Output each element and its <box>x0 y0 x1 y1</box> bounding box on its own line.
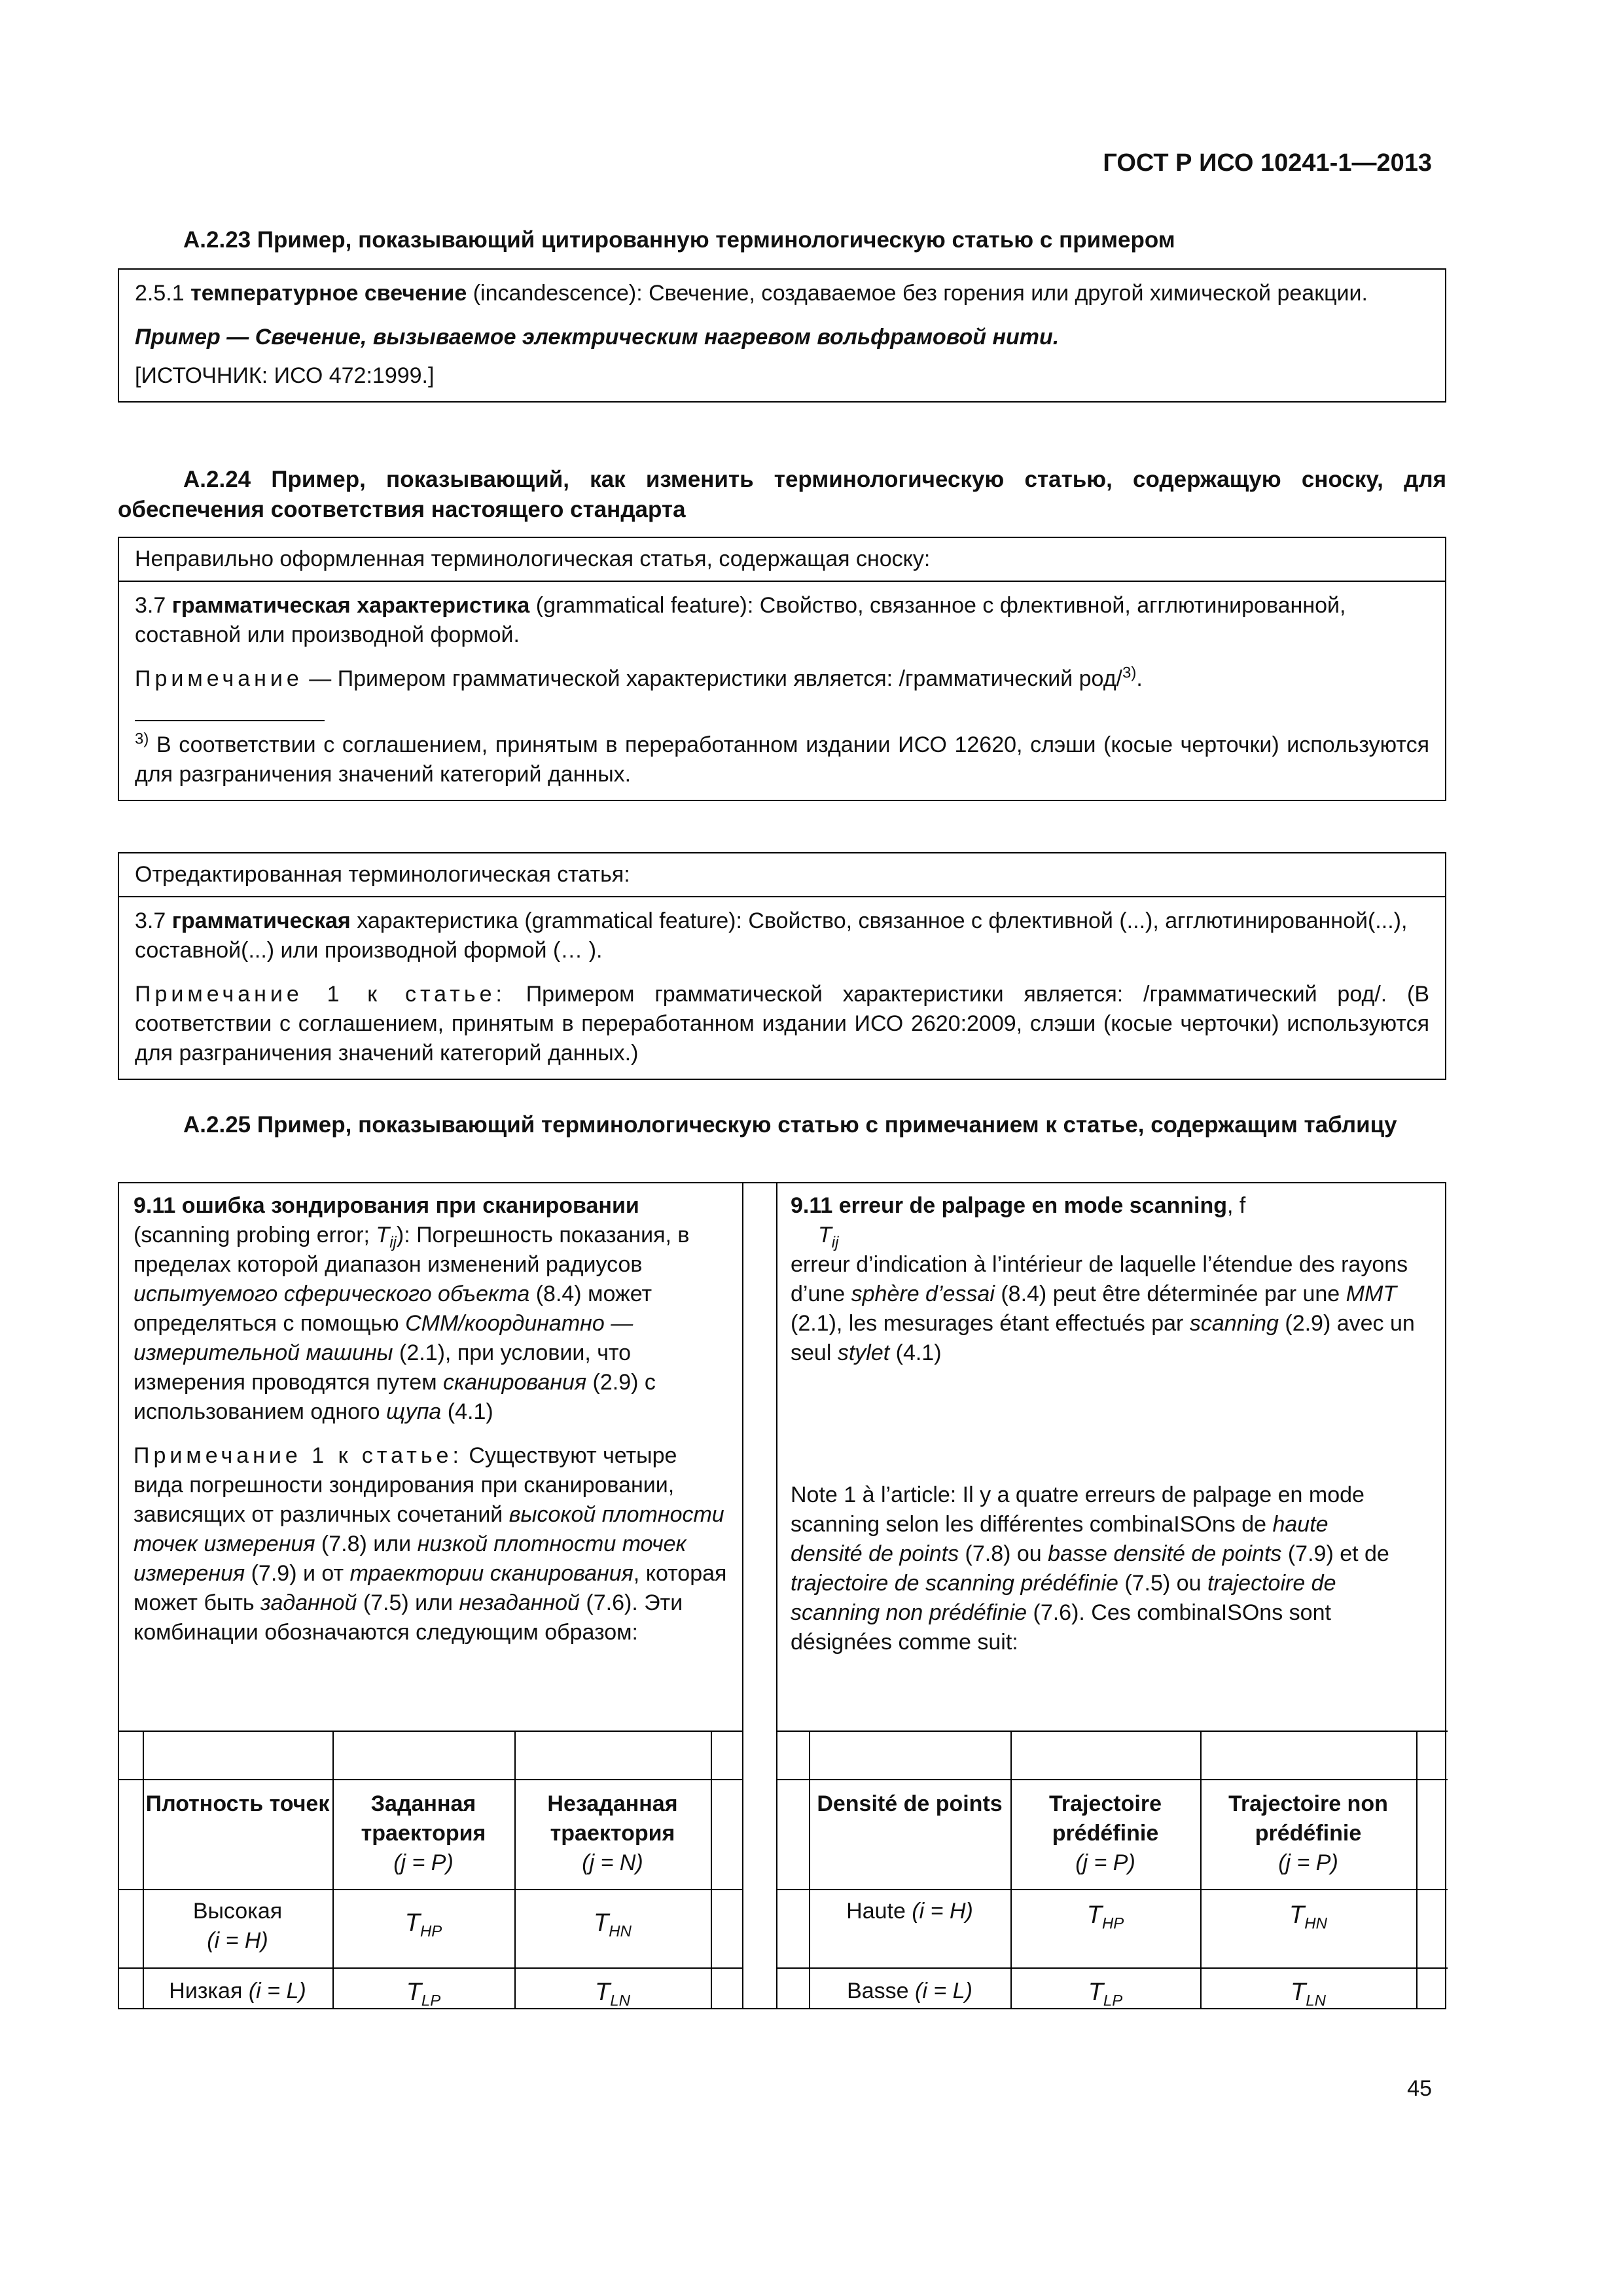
wrong-entry-note: Примечание — Примером грамматической характеристики является: /грамматический род/$^{3)}$. <box>135 664 1143 691</box>
fr-table-cell-ln: $T_{LN}$ <box>1291 1979 1326 2010</box>
ru-table-cell-lp: $T_{LP}$ <box>406 1979 441 2010</box>
fr-term: 9.11 erreur de palpage en mode scanning, f <box>791 1193 1246 1218</box>
ru-table-cell-ln: $T_{LN}$ <box>595 1979 630 2010</box>
column-divider <box>742 1183 743 2008</box>
entry-definition: 2.5.1 температурное свечение (incandescence): Свечение, создаваемое без горения или другой химической реакции. <box>135 281 1368 306</box>
edited-entry-definition: 3.7 грамматическая характеристика (grammatical feature): Свойство, связанное с флективной (...), агглютинированной(...), составной(...) или производной формой (… ). <box>135 908 1408 963</box>
fr-table-header-defined: Trajectoire prédéfinie (j = P) <box>1049 1791 1162 1875</box>
section-heading-a2-24: А.2.24 Пример, показывающий, как изменить терминологическую статью, содержащую сноску, для обеспечения соответствия настоящего стандарта <box>118 467 1446 522</box>
ru-table-row-low: Низкая (i = L) <box>169 1979 306 2003</box>
page-number: 45 <box>1407 2076 1432 2101</box>
ru-table-row-high: Высокая (i = H) <box>192 1899 283 1953</box>
wrong-entry-box <box>118 537 1446 801</box>
ru-entry <box>134 1191 729 1647</box>
entry-source: [ИСТОЧНИК: ИСО 472:1999.] <box>135 363 435 388</box>
entry-example: Пример — Свечение, вызываемое электрическим нагревом вольфрамовой нити. <box>135 325 1060 350</box>
wrong-entry-caption: Неправильно оформленная терминологическая статья, содержащая сноску: <box>135 547 931 571</box>
fr-table-row-high: Haute (i = H) <box>846 1899 973 1924</box>
fr-symbol: $T_{ij}$ <box>818 1223 839 1251</box>
cited-entry-box <box>118 268 1446 403</box>
column-divider <box>776 1183 777 2008</box>
edited-entry-box <box>118 852 1446 1080</box>
standard-id: ГОСТ Р ИСО 10241-1—2013 <box>1103 149 1432 177</box>
footnote-text: $^{3)}$ В соответствии с соглашением, принятым в переработанном издании ИСО 12620, слэши (косые черточки) используются для разграничения значений категорий данных. <box>135 730 1429 787</box>
fr-table-header-undefined: Trajectoire non prédéfinie (j = P) <box>1228 1791 1388 1875</box>
fr-table-cell-hn: $T_{HN}$ <box>1289 1901 1327 1933</box>
wrong-entry-definition: 3.7 грамматическая характеристика (grammatical feature): Свойство, связанное с флективной, агглютинированной, составной или производной формой. <box>135 593 1346 647</box>
fr-entry <box>791 1191 1432 1368</box>
edited-entry-note: Примечание 1 к статье: Примером грамматической характеристики является: /грамматический род/. (В соответствии с соглашением, принятым в переработанном издании ИСО 2620:2009, слэши (косые черточки) используются для разграничения значений категорий данных.) <box>135 982 1430 1066</box>
ru-table-cell-hn: $T_{HN}$ <box>594 1909 632 1941</box>
ru-definition: (scanning probing error; $T_{ij}$): Погрешность показания, в пределах которой диапазон изменений радиусов испытуемого сферического объекта (8.4) может определяться с помощью CMM/координатно — измерительной машины (2.1), при условии, что измерения проводятся путем сканирования (2.9) с использованием одного щупа (4.1) <box>134 1223 690 1424</box>
fr-definition: erreur d’indication à l’intérieur de laquelle l’étendue des rayons d’une sphère d’essai (8.4) peut être déterminée par une MMT (2.1), les mesurages étant effectués par scanning (2.9) avec un seul stylet (4.1) <box>791 1252 1415 1365</box>
fr-note: Note 1 à l’article: Il y a quatre erreurs de palpage en mode scanning selon les différentes combinaISOns de haute densité de points (7.8) ou basse densité de points (7.9) et de trajectoire de scanning prédéfinie (7.5) ou trajectoire de scanning non prédéfinie (7.6). Ces combinaISOns sont désignées comme suit: <box>791 1482 1389 1655</box>
ru-table-header-defined: Заданная траектория (j = P) <box>361 1791 486 1875</box>
footnote-separator <box>135 720 325 721</box>
section-heading-a2-25: А.2.25 Пример, показывающий терминологическую статью с примечанием к статье, содержащим таблицу <box>183 1112 1397 1138</box>
ru-table-header-undefined: Незаданная траектория (j = N) <box>547 1791 678 1875</box>
ru-table-cell-hp: $T_{HP}$ <box>404 1909 442 1941</box>
ru-term: 9.11 ошибка зондирования при сканировании <box>134 1193 639 1218</box>
ru-note: Примечание 1 к статье: Существуют четыре вида погрешности зондирования при сканировании, зависящих от различных сочетаний высокой плотности точек измерения (7.8) или низкой плотности точек измерения (7.9) и от траектории сканирования, которая может быть заданной (7.5) или незаданной (7.6). Эти комбинации обозначаются следующим образом: <box>134 1443 727 1645</box>
edited-entry-caption: Отредактированная терминологическая статья: <box>135 862 630 887</box>
ru-table-header-density: Плотность точек <box>145 1791 330 1816</box>
fr-table-cell-lp: $T_{LP}$ <box>1088 1979 1123 2010</box>
bilingual-entry-table <box>118 1182 1446 2009</box>
section-heading-a2-23: А.2.23 Пример, показывающий цитированную терминологическую статью с примером <box>183 227 1175 253</box>
fr-table-header-density: Densité de points <box>817 1791 1003 1816</box>
fr-table-row-low: Basse (i = L) <box>847 1979 972 2003</box>
fr-table-cell-hp: $T_{HP}$ <box>1086 1901 1124 1933</box>
